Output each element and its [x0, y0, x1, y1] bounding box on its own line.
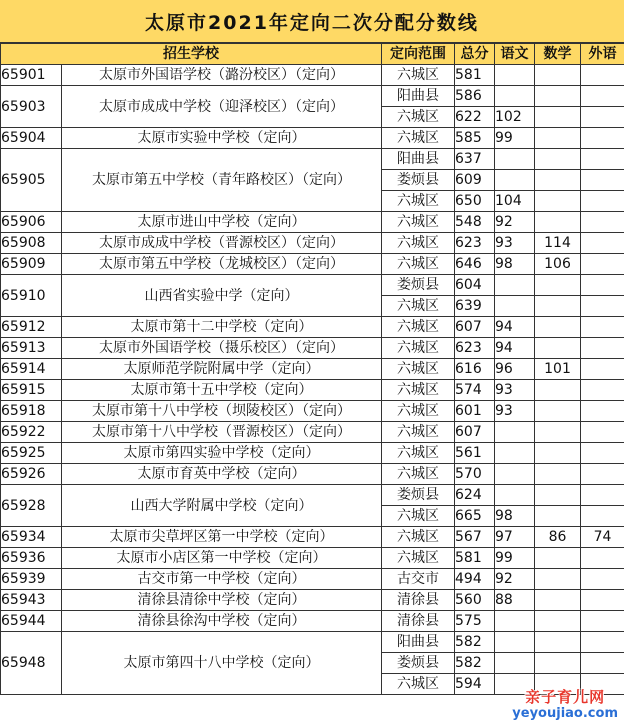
school-name: 太原市第十八中学校（坝陵校区）（定向）	[62, 401, 382, 422]
chinese-score-cell: 102	[495, 107, 535, 128]
school-code: 65928	[1, 485, 62, 527]
math-score-cell	[535, 506, 581, 527]
table-row	[1, 464, 624, 485]
table-row	[1, 590, 624, 611]
school-name: 太原市成成中学校（晋源校区）（定向）	[62, 233, 382, 254]
table-row	[1, 401, 624, 422]
total-score-cell: 646	[455, 254, 495, 275]
math-score-cell	[535, 548, 581, 569]
math-score-cell	[535, 569, 581, 590]
math-score-cell	[535, 170, 581, 191]
header-school: 招生学校	[1, 44, 382, 65]
total-score-cell: 623	[455, 338, 495, 359]
area-cell: 阳曲县	[382, 149, 455, 170]
table-row	[1, 275, 624, 296]
math-score-cell	[535, 191, 581, 212]
math-score-cell	[535, 317, 581, 338]
header-math: 数学	[535, 44, 581, 65]
table-row	[1, 254, 624, 275]
foreign-score-cell	[581, 401, 624, 422]
header-total: 总分	[455, 44, 495, 65]
school-name: 太原市进山中学校（定向）	[62, 212, 382, 233]
foreign-score-cell	[581, 380, 624, 401]
header-row	[1, 44, 624, 65]
foreign-score-cell	[581, 611, 624, 632]
header-chinese: 语文	[495, 44, 535, 65]
school-code: 65906	[1, 212, 62, 233]
total-score-cell: 567	[455, 527, 495, 548]
chinese-score-cell: 99	[495, 548, 535, 569]
area-cell: 六城区	[382, 233, 455, 254]
school-code: 65909	[1, 254, 62, 275]
total-score-cell: 560	[455, 590, 495, 611]
math-score-cell	[535, 296, 581, 317]
area-cell: 六城区	[382, 128, 455, 149]
foreign-score-cell	[581, 569, 624, 590]
school-name: 太原市实验中学校（定向）	[62, 128, 382, 149]
school-name: 太原师范学院附属中学（定向）	[62, 359, 382, 380]
area-cell: 清徐县	[382, 590, 455, 611]
table-row	[1, 359, 624, 380]
math-score-cell	[535, 485, 581, 506]
foreign-score-cell	[581, 65, 624, 86]
table-row	[1, 212, 624, 233]
area-cell: 清徐县	[382, 611, 455, 632]
school-code: 65934	[1, 527, 62, 548]
math-score-cell	[535, 632, 581, 653]
table-row	[1, 338, 624, 359]
math-score-cell	[535, 653, 581, 674]
total-score-cell: 601	[455, 401, 495, 422]
school-name: 太原市成成中学校（迎泽校区）（定向）	[62, 86, 382, 128]
total-score-cell: 624	[455, 485, 495, 506]
total-score-cell: 574	[455, 380, 495, 401]
school-name: 太原市外国语学校（潞汾校区）（定向）	[62, 65, 382, 86]
area-cell: 六城区	[382, 527, 455, 548]
total-score-cell: 582	[455, 653, 495, 674]
table-row	[1, 485, 624, 506]
school-code: 65948	[1, 632, 62, 695]
school-code: 65939	[1, 569, 62, 590]
math-score-cell	[535, 422, 581, 443]
total-score-cell: 594	[455, 674, 495, 695]
foreign-score-cell	[581, 548, 624, 569]
total-score-cell: 639	[455, 296, 495, 317]
school-name: 太原市外国语学校（摄乐校区）（定向）	[62, 338, 382, 359]
school-code: 65944	[1, 611, 62, 632]
math-score-cell	[535, 212, 581, 233]
school-code: 65903	[1, 86, 62, 128]
area-cell: 娄烦县	[382, 275, 455, 296]
foreign-score-cell	[581, 464, 624, 485]
chinese-score-cell: 96	[495, 359, 535, 380]
math-score-cell	[535, 107, 581, 128]
watermark-url: yeyoujiao.com	[512, 706, 618, 721]
total-score-cell: 607	[455, 317, 495, 338]
table-row	[1, 422, 624, 443]
area-cell: 六城区	[382, 674, 455, 695]
math-score-cell	[535, 590, 581, 611]
area-cell: 六城区	[382, 422, 455, 443]
area-cell: 六城区	[382, 548, 455, 569]
chinese-score-cell	[495, 275, 535, 296]
chinese-score-cell	[495, 611, 535, 632]
total-score-cell: 604	[455, 275, 495, 296]
math-score-cell: 114	[535, 233, 581, 254]
area-cell: 六城区	[382, 506, 455, 527]
header-foreign: 外语	[581, 44, 624, 65]
foreign-score-cell: 74	[581, 527, 624, 548]
total-score-cell: 616	[455, 359, 495, 380]
math-score-cell	[535, 338, 581, 359]
foreign-score-cell	[581, 191, 624, 212]
table-row	[1, 86, 624, 107]
school-code: 65925	[1, 443, 62, 464]
foreign-score-cell	[581, 149, 624, 170]
foreign-score-cell	[581, 275, 624, 296]
school-name: 太原市小店区第一中学校（定向）	[62, 548, 382, 569]
area-cell: 六城区	[382, 380, 455, 401]
foreign-score-cell	[581, 506, 624, 527]
school-code: 65918	[1, 401, 62, 422]
school-code: 65904	[1, 128, 62, 149]
area-cell: 六城区	[382, 401, 455, 422]
math-score-cell	[535, 86, 581, 107]
school-code: 65922	[1, 422, 62, 443]
chinese-score-cell: 98	[495, 254, 535, 275]
math-score-cell	[535, 443, 581, 464]
area-cell: 六城区	[382, 191, 455, 212]
math-score-cell: 106	[535, 254, 581, 275]
foreign-score-cell	[581, 422, 624, 443]
total-score-cell: 650	[455, 191, 495, 212]
area-cell: 六城区	[382, 107, 455, 128]
total-score-cell: 548	[455, 212, 495, 233]
school-code: 65926	[1, 464, 62, 485]
chinese-score-cell	[495, 170, 535, 191]
chinese-score-cell: 94	[495, 317, 535, 338]
area-cell: 娄烦县	[382, 653, 455, 674]
school-code: 65943	[1, 590, 62, 611]
school-name: 太原市第十五中学校（定向）	[62, 380, 382, 401]
total-score-cell: 494	[455, 569, 495, 590]
chinese-score-cell: 93	[495, 401, 535, 422]
table-row	[1, 632, 624, 653]
foreign-score-cell	[581, 485, 624, 506]
area-cell: 六城区	[382, 254, 455, 275]
total-score-cell: 582	[455, 632, 495, 653]
school-name: 太原市第四实验中学校（定向）	[62, 443, 382, 464]
school-code: 65915	[1, 380, 62, 401]
table-row	[1, 569, 624, 590]
math-score-cell: 101	[535, 359, 581, 380]
foreign-score-cell	[581, 590, 624, 611]
chinese-score-cell: 93	[495, 380, 535, 401]
total-score-cell: 622	[455, 107, 495, 128]
math-score-cell	[535, 380, 581, 401]
school-name: 太原市第五中学校（青年路校区）（定向）	[62, 149, 382, 212]
total-score-cell: 581	[455, 65, 495, 86]
table-row	[1, 65, 624, 86]
table-row	[1, 380, 624, 401]
table-row	[1, 149, 624, 170]
school-name: 太原市第十八中学校（晋源校区）（定向）	[62, 422, 382, 443]
total-score-cell: 637	[455, 149, 495, 170]
math-score-cell	[535, 611, 581, 632]
school-name: 太原市第四十八中学校（定向）	[62, 632, 382, 695]
area-cell: 六城区	[382, 296, 455, 317]
table-row	[1, 317, 624, 338]
foreign-score-cell	[581, 254, 624, 275]
page-title: 太原市2021年定向二次分配分数线	[0, 0, 624, 43]
school-code: 65913	[1, 338, 62, 359]
area-cell: 六城区	[382, 317, 455, 338]
foreign-score-cell	[581, 359, 624, 380]
school-code: 65905	[1, 149, 62, 212]
math-score-cell: 86	[535, 527, 581, 548]
school-name: 太原市尖草坪区第一中学校（定向）	[62, 527, 382, 548]
foreign-score-cell	[581, 317, 624, 338]
total-score-cell: 561	[455, 443, 495, 464]
total-score-cell: 570	[455, 464, 495, 485]
school-name: 清徐县清徐中学校（定向）	[62, 590, 382, 611]
school-code: 65901	[1, 65, 62, 86]
chinese-score-cell	[495, 65, 535, 86]
header-area: 定向范围	[382, 44, 455, 65]
school-code: 65912	[1, 317, 62, 338]
area-cell: 阳曲县	[382, 86, 455, 107]
school-name: 清徐县徐沟中学校（定向）	[62, 611, 382, 632]
chinese-score-cell	[495, 485, 535, 506]
table-row	[1, 233, 624, 254]
chinese-score-cell	[495, 632, 535, 653]
math-score-cell	[535, 275, 581, 296]
foreign-score-cell	[581, 212, 624, 233]
area-cell: 六城区	[382, 338, 455, 359]
area-cell: 娄烦县	[382, 485, 455, 506]
total-score-cell: 609	[455, 170, 495, 191]
chinese-score-cell	[495, 149, 535, 170]
total-score-cell: 575	[455, 611, 495, 632]
foreign-score-cell	[581, 107, 624, 128]
foreign-score-cell	[581, 443, 624, 464]
school-code: 65908	[1, 233, 62, 254]
foreign-score-cell	[581, 632, 624, 653]
area-cell: 阳曲县	[382, 632, 455, 653]
foreign-score-cell	[581, 653, 624, 674]
total-score-cell: 585	[455, 128, 495, 149]
math-score-cell	[535, 149, 581, 170]
school-name: 太原市第五中学校（龙城校区）（定向）	[62, 254, 382, 275]
area-cell: 古交市	[382, 569, 455, 590]
total-score-cell: 665	[455, 506, 495, 527]
chinese-score-cell: 94	[495, 338, 535, 359]
chinese-score-cell: 93	[495, 233, 535, 254]
chinese-score-cell	[495, 464, 535, 485]
table-body	[1, 65, 624, 695]
chinese-score-cell: 92	[495, 569, 535, 590]
total-score-cell: 607	[455, 422, 495, 443]
foreign-score-cell	[581, 170, 624, 191]
chinese-score-cell: 99	[495, 128, 535, 149]
watermark-logo	[512, 689, 618, 721]
math-score-cell	[535, 401, 581, 422]
chinese-score-cell: 92	[495, 212, 535, 233]
area-cell: 六城区	[382, 464, 455, 485]
area-cell: 娄烦县	[382, 170, 455, 191]
table-row	[1, 611, 624, 632]
school-name: 太原市第十二中学校（定向）	[62, 317, 382, 338]
score-table	[0, 43, 624, 695]
total-score-cell: 586	[455, 86, 495, 107]
chinese-score-cell	[495, 86, 535, 107]
school-code: 65914	[1, 359, 62, 380]
area-cell: 六城区	[382, 65, 455, 86]
chinese-score-cell: 98	[495, 506, 535, 527]
foreign-score-cell	[581, 128, 624, 149]
math-score-cell	[535, 464, 581, 485]
chinese-score-cell	[495, 422, 535, 443]
total-score-cell: 623	[455, 233, 495, 254]
math-score-cell	[535, 128, 581, 149]
foreign-score-cell	[581, 233, 624, 254]
school-code: 65936	[1, 548, 62, 569]
foreign-score-cell	[581, 338, 624, 359]
chinese-score-cell: 104	[495, 191, 535, 212]
table-row	[1, 443, 624, 464]
chinese-score-cell	[495, 653, 535, 674]
school-name: 太原市育英中学校（定向）	[62, 464, 382, 485]
foreign-score-cell	[581, 86, 624, 107]
math-score-cell	[535, 65, 581, 86]
area-cell: 六城区	[382, 443, 455, 464]
chinese-score-cell	[495, 443, 535, 464]
area-cell: 六城区	[382, 359, 455, 380]
chinese-score-cell: 97	[495, 527, 535, 548]
foreign-score-cell	[581, 296, 624, 317]
chinese-score-cell	[495, 296, 535, 317]
school-name: 山西省实验中学（定向）	[62, 275, 382, 317]
area-cell: 六城区	[382, 212, 455, 233]
table-row	[1, 128, 624, 149]
chinese-score-cell: 88	[495, 590, 535, 611]
school-name: 山西大学附属中学校（定向）	[62, 485, 382, 527]
total-score-cell: 581	[455, 548, 495, 569]
school-name: 古交市第一中学校（定向）	[62, 569, 382, 590]
table-row	[1, 548, 624, 569]
watermark-text: 亲子育儿网	[525, 688, 606, 706]
school-code: 65910	[1, 275, 62, 317]
table-row	[1, 527, 624, 548]
